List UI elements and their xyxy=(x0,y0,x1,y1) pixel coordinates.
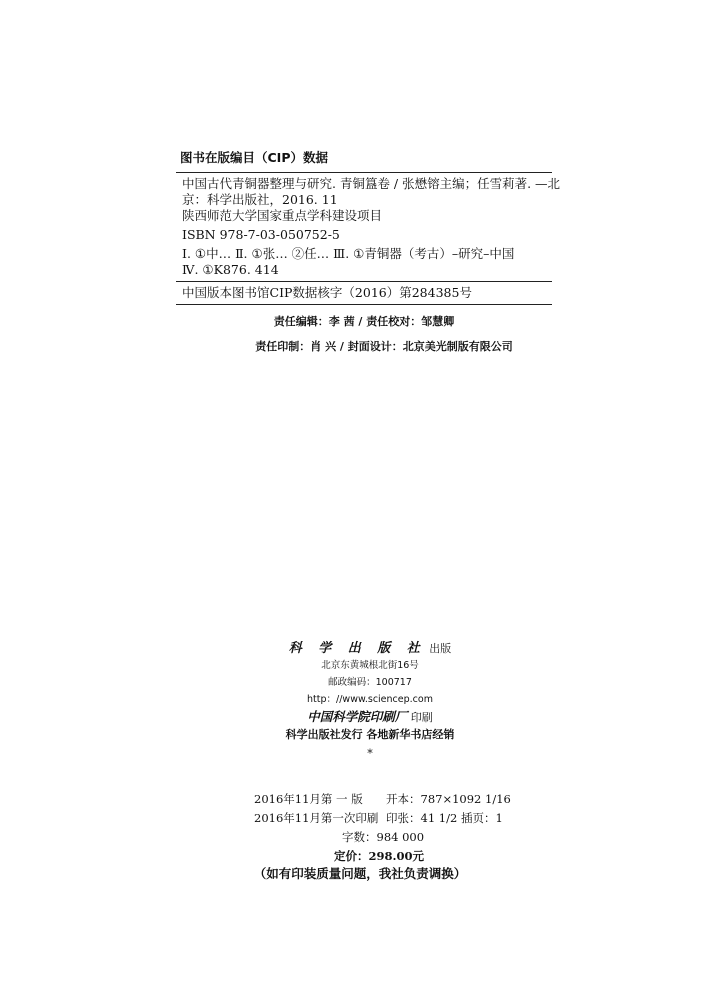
printer-name: 中国科学院印刷厂 xyxy=(307,709,408,724)
price-value: 298.00元 xyxy=(368,849,425,863)
cip-number: 中国版本图书馆CIP数据核字（2016）第284385号 xyxy=(182,285,472,300)
publisher-suffix: 出版 xyxy=(429,642,452,655)
cip-block xyxy=(176,150,561,305)
publisher-line xyxy=(200,640,540,657)
first-printing: 2016年11月第一次印刷 xyxy=(254,811,379,825)
cip-entry-line: 中国古代青铜器整理与研究. 青铜簋卷 / 张懋镕主编；任雪莉著. —北 xyxy=(182,176,561,191)
imprint-block xyxy=(200,640,540,762)
publisher-postcode: 邮政编码：100717 xyxy=(328,677,412,688)
credits-editor-line: 责任编辑：李 茜 / 责任校对：邹慧卿 xyxy=(273,315,455,328)
publisher-address: 北京东黄城根北街16号 xyxy=(321,660,419,671)
cip-classification-line: Ⅳ. ①K876. 414 xyxy=(182,262,279,277)
book-format: 开本：787×1092 1/16 xyxy=(386,792,511,806)
first-edition: 2016年11月第 一 版 xyxy=(254,792,363,806)
sheets-and-plates: 印张：41 1/2 插页：1 xyxy=(386,811,503,825)
distribution-line: 科学出版社发行 各地新华书店经销 xyxy=(285,728,455,741)
separator-star: * xyxy=(367,747,373,760)
cip-entry-line: 陕西师范大学国家重点学科建设项目 xyxy=(182,208,383,223)
credits-printing-line: 责任印制：肖 兴 / 封面设计：北京美光制版有限公司 xyxy=(255,340,513,353)
publisher-url: http：//www.sciencep.com xyxy=(307,694,433,705)
quality-note: （如有印装质量问题，我社负责调换） xyxy=(253,866,467,881)
credits-block xyxy=(176,314,552,355)
word-count: 字数：984 000 xyxy=(342,830,425,844)
price xyxy=(334,847,424,865)
printer-line xyxy=(200,708,540,726)
cip-title: 图书在版编目（CIP）数据 xyxy=(180,150,328,165)
cip-isbn: ISBN 978-7-03-050752-5 xyxy=(182,227,340,242)
cip-rule-bottom xyxy=(176,304,552,305)
publisher-name: 科 学 出 版 社 xyxy=(288,641,426,656)
cip-classification-line: Ⅰ. ①中… Ⅱ. ①张… ②任… Ⅲ. ①青铜器（考古）–研究–中国 xyxy=(182,246,515,261)
cip-entry-line: 京：科学出版社，2016. 11 xyxy=(182,192,338,207)
cip-bibliographic-entry xyxy=(176,173,561,281)
printer-suffix: 印刷 xyxy=(410,711,433,724)
price-label: 定价： xyxy=(334,849,369,863)
